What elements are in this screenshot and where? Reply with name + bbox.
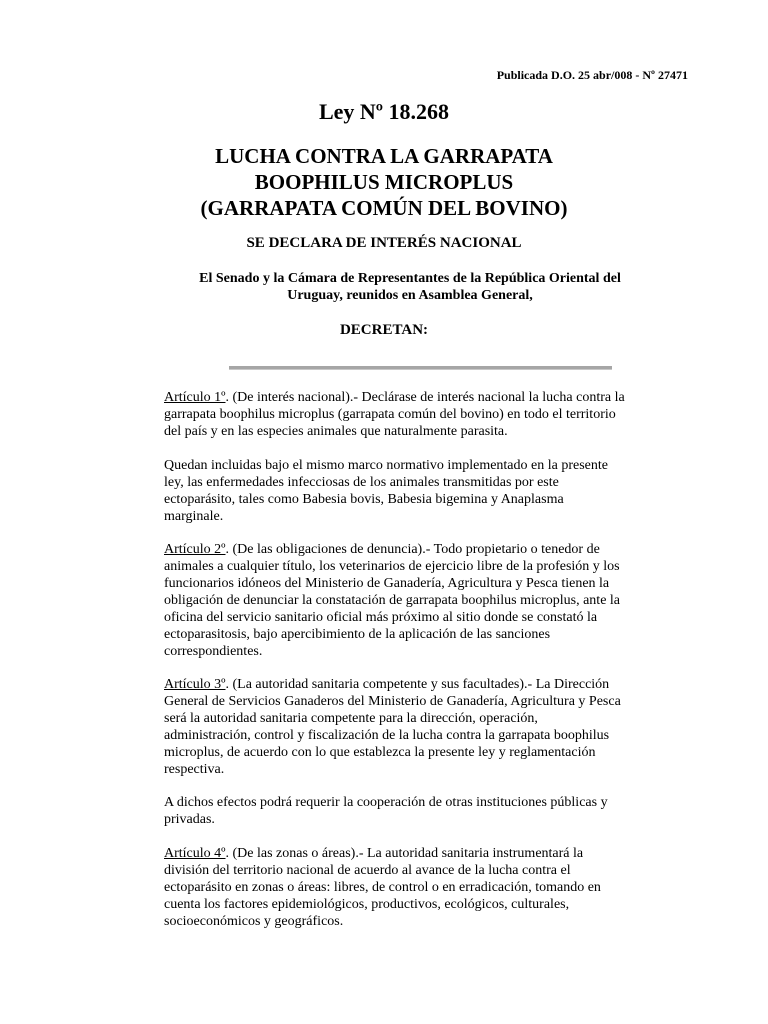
paragraph-line: administración, control y fiscalización de la lucha contra la garrapata boophilus — [164, 728, 610, 743]
paragraph-line: correspondientes. — [164, 644, 263, 659]
paragraph-line: ectoparasitosis, bajo apercibimiento de la aplicación de las sanciones — [164, 627, 551, 642]
paragraph-line: obligación de denunciar la constatación de garrapata boophilus microplus, ante la — [164, 593, 621, 608]
subtitle-line: (GARRAPATA COMÚN DEL BOVINO) — [200, 196, 568, 220]
declaration-heading: SE DECLARA DE INTERÉS NACIONAL — [246, 235, 522, 251]
article-4-label: Artículo 4º — [164, 846, 226, 861]
paragraph-line: privadas. — [164, 812, 215, 827]
paragraph-line: funcionarios idóneos del Ministerio de Ganadería, Agricultura y Pesca tienen la — [164, 576, 610, 591]
paragraph-line: A dichos efectos podrá requerir la cooperación de otras instituciones públicas y — [164, 795, 608, 810]
preamble — [150, 270, 670, 304]
paragraph-line: marginale. — [164, 509, 224, 524]
article-3-second-paragraph — [164, 794, 694, 828]
article-4-paragraph — [164, 845, 694, 930]
horizontal-divider — [229, 366, 612, 370]
article-1-paragraph — [164, 389, 694, 440]
law-subtitle — [0, 143, 768, 221]
paragraph-line: cuenta los factores epidemiológicos, productivos, ecológicos, culturales, — [164, 897, 570, 912]
subtitle-line: LUCHA CONTRA LA GARRAPATA — [215, 144, 553, 168]
paragraph-line: respectiva. — [164, 762, 225, 777]
article-1-second-paragraph — [164, 457, 694, 525]
article-1-label: Artículo 1º — [164, 390, 226, 405]
subtitle-line: BOOPHILUS MICROPLUS — [254, 170, 514, 194]
paragraph-line: oficina del servicio sanitario oficial más próximo al sitio donde se constató la — [164, 610, 598, 625]
paragraph-line: del país y en las especies animales que naturalmente parasita. — [164, 424, 508, 439]
article-2-paragraph — [164, 541, 694, 660]
publication-info: Publicada D.O. 25 abr/008 - Nº 27471 — [496, 68, 688, 82]
paragraph-line: Artículo 4º. (De las zonas o áreas).- La autoridad sanitaria instrumentará la — [164, 846, 584, 861]
paragraph-line: Artículo 3º. (La autoridad sanitaria competente y sus facultades).- La Dirección — [164, 677, 610, 692]
paragraph-line: garrapata boophilus microplus (garrapata común del bovino) en todo el territorio — [164, 407, 616, 422]
paragraph-line: ectoparásito en zonas o áreas: libres, de control o en erradicación, tomando en — [164, 880, 601, 895]
paragraph-line: Artículo 1º. (De interés nacional).- Declárase de interés nacional la lucha contra la — [164, 390, 625, 405]
paragraph-line: microplus, de acuerdo con lo que establezca la presente ley y reglamentación — [164, 745, 596, 760]
preamble-line: El Senado y la Cámara de Representantes de la República Oriental del — [199, 271, 621, 286]
paragraph-line: animales a cualquier título, los veterinarios de ejercicio libre de la profesión y los — [164, 559, 620, 574]
article-3-paragraph — [164, 676, 694, 778]
paragraph-line: socioeconómicos y geográficos. — [164, 914, 344, 929]
paragraph-line: división del territorio nacional de acuerdo al avance de la lucha contra el — [164, 863, 571, 878]
paragraph-line: Quedan incluidas bajo el mismo marco normativo implementado en la presente — [164, 458, 608, 473]
preamble-line: Uruguay, reunidos en Asamblea General, — [287, 288, 533, 303]
paragraph-line: ectoparásito, tales como Babesia bovis, Babesia bigemina y Anaplasma — [164, 492, 564, 507]
law-title: Ley Nº 18.268 — [318, 99, 450, 124]
paragraph-line: General de Servicios Ganaderos del Ministerio de Ganadería, Agricultura y Pesca — [164, 694, 621, 709]
paragraph-line: ley, las enfermedades infecciosas de los animales transmitidas por este — [164, 475, 559, 490]
paragraph-line: Artículo 2º. (De las obligaciones de denuncia).- Todo propietario o tenedor de — [164, 542, 600, 557]
decretan-heading: DECRETAN: — [339, 322, 429, 338]
article-2-label: Artículo 2º — [164, 542, 226, 557]
article-3-label: Artículo 3º — [164, 677, 226, 692]
paragraph-line: será la autoridad sanitaria competente para la dirección, operación, — [164, 711, 538, 726]
